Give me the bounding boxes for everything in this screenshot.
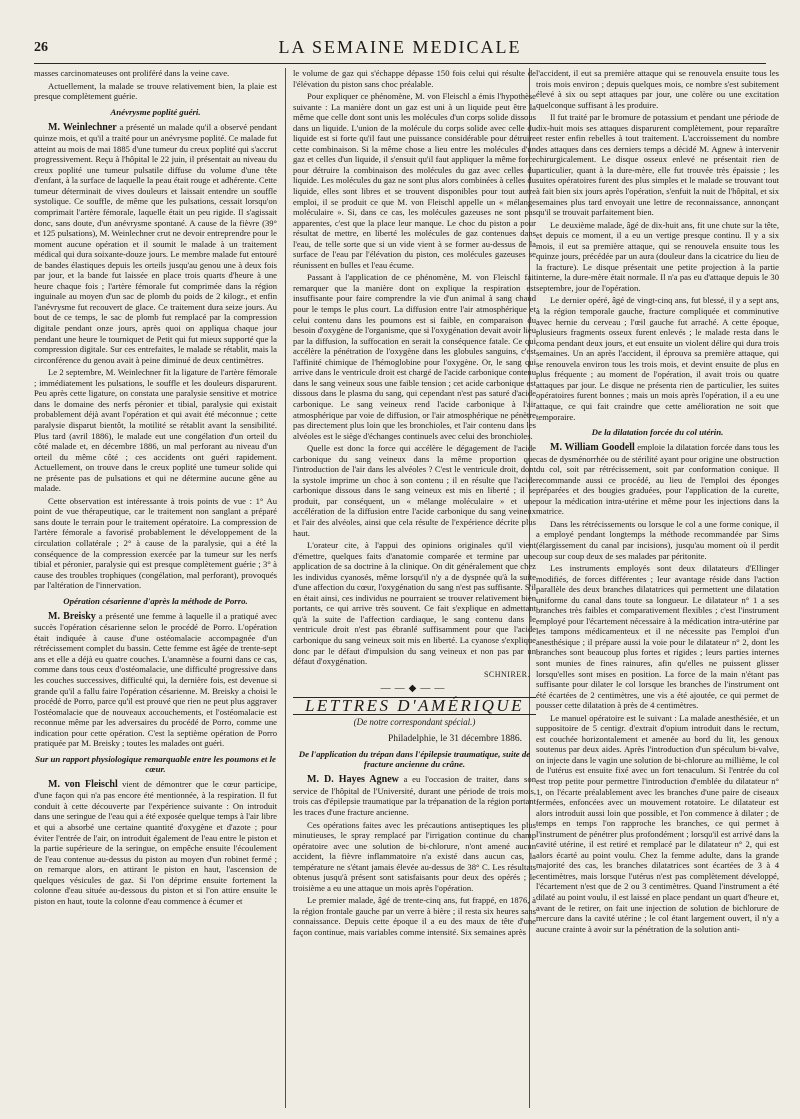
paragraph: Les instruments employés sont deux dilatateurs d'Ellinger modifiés, de forces différentes ; leur avantage réside dans l'action parallèle des deux branches dilatatrices qui permettent une dilatation uniforme du canal dans toute sa longueur. Le dilatateur n° 1 a ses branches très faibles et comparativement flexibles ; c'est l'instrument employé pour l'écartement nécessaire à la médication intra-utérine par les tampons médicamenteux et il ne nécessite pas l'emploi d'un anesthésique ; il prépare aussi la voie pour le dilatateur n° 2, dont les branches sont beaucoup plus fortes et rigides ; leurs parties internes sont munies de fines rainures, afin qu'elles ne puissent glisser lorsqu'elles sont mises en position. La force de la main n'étant pas suffisante pour dilater le col lorsque les branches de l'instrument ont été écartées de 2 centimètres, une vis a été ajoutée, ce qui permet de pousser cette dilatation à près de 4 centimètres. <box>536 563 779 711</box>
author-name: M. William Goodell <box>550 442 635 454</box>
section-heading: De la dilatation forcée du col utérin. <box>591 427 724 438</box>
paragraph: Dans les rétrécissements ou lorsque le col a une forme conique, il a employé pendant longtemps la méthode recommandée par Sims (élargissement du canal par incisions), jusqu'au moment où il perdit coup sur coup deux de ses malades par péritonite. <box>536 518 779 561</box>
paragraph-text: emploie la dilatation forcée dans tous les cas de dysménorrhée ou de stérilité ayant pour origine une obstruction du col, soit par rétrécissement, soit par conformation conique. Il recommande aussi ce procédé, au lieu de l'emploi des éponges préparées et des bougies graduées, pour l'application de la curette, pour la médication intra-utérine et même pour les injections dans la matrice. <box>536 442 779 517</box>
paragraph-text: vient de démontrer que le cœur participe, d'une façon qui n'a pas encore été mentionnée, à la respiration. Il fut conduit à cette découverte par l'expérience suivante : On introduit dans une seringue de l'eau qui a été exposée quelque temps à l'air libre et qui a absorbé une certaine quantité d'oxygène et d'azote ; pour éviter l'entrée de l'air, on introduit également de l'eau entre le piston et la partie supérieure de la seringue, on empêche ensuite l'écoulement de l'eau contenue au-dessus du piston au moyen d'un robinet fermé ; on remarque alors, en attirant le piston en haut, l'ascension de quelques vésicules de gaz. Si l'on déprime ensuite fortement la colonne d'eau située au-dessous du piston et si l'on attire ensuite le piston en haut, toute la colonne d'eau commence à écumer et <box>34 778 277 906</box>
paragraph <box>34 122 277 366</box>
paragraph: Quelle est donc la force qui accélère le dégagement de l'acide carbonique du sang veineux dans la même proportion que l'introduction de l'air dans les alvéoles ? C'est le ventricule droit, dont la systole imprime un choc à son contenu ; il en résulte que l'acide carbonique dissous dans le sang veineux est mis en liberté ; il se produit, par conséquent, un « mélange moléculaire » et une accélération de la diffusion entre l'acide carbonique du sang veineux et l'air des alvéoles, ainsi que cela résulte de l'expérience décrite plus haut. <box>293 443 536 538</box>
column-right <box>536 68 779 1108</box>
ornament-divider: ——◆—— <box>380 683 449 695</box>
paragraph: Ces opérations faites avec les précautions antiseptiques les plus minutieuses, le spray remplacé par l'irrigation continue du champ opératoire avec une solution de bi-chlorure, n'ont amené aucun accident, la fièvre inflammatoire n'a existé dans aucun cas, la température ne s'étant jamais élevée au-dessus de 38° C. Les résultats obtenus jusqu'à présent sont satisfaisants pour deux des opérés ; le troisième a eu une attaque un mois après l'opération. <box>293 819 536 893</box>
paragraph: le volume de gaz qui s'échappe dépasse 150 fois celui qui résulte de l'élévation du piston sans choc préalable. <box>293 68 536 89</box>
section-heading: Sur un rapport physiologique remarquable entre les poumons et le cœur. <box>35 753 276 774</box>
paragraph: Actuellement, la malade se trouve relativement bien, la plaie est presque complètement guérie. <box>34 80 277 102</box>
paragraph: Le 2 septembre, M. Weinlechner fit la ligature de l'artère fémorale ; immédiatement les pulsations, le souffle et les douleurs disparurent. Peu après cette ligature, on constata une paralysie sensitive et motrice dans le domaine des nerfs péronier et tibial, paralysie qui existait probablement déjà avant l'opération et qui avait été méconnue ; cette paralysie disparut bientôt, la motilité se rétablit avant la sensibilité. Plus tard (avril 1886), le malade eut une congélation d'un orteil du côté malade et, en décembre 1886, un mal perforant au niveau d'un orteil du même côté ; ces accidents ont guéri rapidement. Actuellement, on trouve dans le creux poplité une tumeur solide qui ne présente pas de pulsations et qui ne détermine aucune gêne au malade. <box>34 367 277 494</box>
paragraph: L'orateur cite, à l'appui des opinions originales qu'il vient d'émettre, quelques faits d'anatomie comparée et termine par une application de sa doctrine à la clinique. On dit généralement que chez les individus cyanosés, même lorsqu'il n'y a de dyspnée qu'à la suite d'une affection du cœur, l'oxygénation du sang n'est pas suffisante. S'il en était ainsi, ces individus ne pourraient se trouver relativement bien portants, ce qui arrive très souvent. Ce fait s'explique en admettant qu'à la suite de l'affection cardiaque, le sang contenu dans le ventricule droit n'est pas ébranlé suffisamment pour que l'acide carbonique du sang veineux soit mis en liberté. La cyanose s'explique donc par le défaut d'impulsion du sang veineux et non pas par un défaut d'oxygénation. <box>293 540 536 667</box>
paragraph <box>293 774 536 817</box>
paragraph <box>34 779 277 907</box>
journal-title: LA SEMAINE MEDICALE <box>278 37 522 57</box>
letters-section-title: LETTRES D'AMÉRIQUE <box>293 697 536 716</box>
paragraph-text: a présenté une femme à laquelle il a pratiqué avec succès l'opération césarienne selon le procédé de Porro. L'opération était indiquée à cause d'une ostéomalacie accompagnée d'un rétrécissement complet du bassin. Cette femme est âgée de trente-sept ans et elle a déjà eu quatre couches. L'anamnèse a fourni dans ce cas, comme dans tous ceux d'ostéomalacie, une difficulté progressive dans les couches successives, difficulté qui, la dernière fois, est devenue si grande qu'il a fallu faire l'opération césarienne. M. Breisky a choisi le procédé de Porro, parce qu'il est prouvé que rien ne peut plus aggraver l'ostéomalacie que de nouveaux accouchements, et l'ostéomalacie est reconnue même par les adversaires du procédé de Porro, comme une indication pour cette opération. C'est la septième opération de Porro pratiquée par M. Breisky ; toutes les malades ont guéri. <box>34 610 277 749</box>
column-divider <box>285 68 286 1108</box>
page-header <box>34 34 766 64</box>
author-name: M. D. Hayes Agnew <box>307 774 399 786</box>
paragraph: Le manuel opératoire est le suivant : La malade anesthésiée, et un suppositoire de 5 centigr. d'extrait d'opium introduit dans le rectum, est couchée horizontalement et amenée au bord du lit, les genoux soutenus par deux aides. Après l'introduction d'un spéculum bi-valve, on injecte dans le vagin une solution de bi-chlorure au millième, le col de l'utérus est ensuite fixé avec un fort tenaculum. Si l'entrée du col est trop petite pour permettre l'introduction d'emblée du dilatateur n° 1, on l'écarte préalablement avec les branches d'une paire de ciseaux fermées, enfoncées avec un mouvement rotatoire. Le dilatateur est alors introduit aussi loin que possible, et l'on commence à dilater ; de temps en temps l'on rapproche les branches, ce qui permet à l'instrument de pénétrer plus profondément ; lorsqu'il est arrivé dans la cavité utérine, il est retiré et remplacé par le dilatateur n° 2, qui est alors écarté au point voulu. Chez la femme adulte, dans la grande majorité des cas, les branches dilatatrices sont écartées de 3 à 4 centimètres, mais lorsque l'utérus n'est pas complètement développé, l'écartement n'est que de 2 ou 3 centimètres. Quand l'instrument a été dilaté au point voulu, il est laissé en place pendant un quart d'heure et, avant de le retirer, on fait une injection de solution de bichlorure de mercure dans la cavité utérine ; le col étant largement ouvert, il n'y a aucune crainte à avoir sur la pénétration de la solution anti- <box>536 712 779 934</box>
paragraph: Le premier malade, âgé de trente-cinq ans, fut frappé, en 1876, à la région frontale gauche par un verre à bière ; il resta six heures sans connaissance. Depuis cette époque il a eu des maux de tête d'une façon continue, mais variables comme intensité. Six semaines après <box>293 895 536 938</box>
section-heading: Anévrysme poplité guéri. <box>110 106 201 117</box>
section-heading: De l'application du trépan dans l'épilepsie traumatique, suite de fracture ancienne du crâne. <box>298 749 531 770</box>
paragraph <box>536 442 779 517</box>
paragraph: masses carcinomateuses ont proliféré dans la veine cave. <box>34 68 230 78</box>
column-middle <box>293 68 536 1108</box>
page-number: 26 <box>34 40 48 55</box>
letters-section-subtitle: (De notre correspondant spécial.) <box>353 717 476 728</box>
paragraph: Le dernier opéré, âgé de vingt-cinq ans, fut blessé, il y a sept ans, à la région temporale gauche, fracture compliquée et comminutive avec hernie du cerveau ; l'œil gauche fut arraché. A cette époque, plusieurs fragments osseux furent enlevés ; le malade resta dans le coma pendant deux jours, et eut ensuite un violent délire qui dura trois semaines. Un an après l'accident, il éprouva sa première attaque, qui se renouvela environ tous les trois mois, et devint ensuite de plus en plus fréquente ; au moment de l'opération, il avait trois ou quatre attaques par jour. Le disque ne présenta rien de particulier, les suites opératoires furent bonnes ; mais un mois après l'opération, il a eu une attaque, ce qui fait craindre que cette amélioration ne soit que temporaire. <box>536 295 779 422</box>
paragraph <box>34 611 277 749</box>
paragraph: l'accident, il eut sa première attaque qui se renouvela ensuite tous les trois mois environ ; depuis quelques mois, ce nombre s'est subitement élevé à six ou sept attaques par jour, une colère ou une excitation quelconque suffisant à les produire. <box>536 68 779 110</box>
paragraph: Cette observation est intéressante à trois points de vue : 1° Au point de vue thérapeutique, car le traitement non sanglant a préparé sans doute le terrain pour le traitement opératoire. La compression de l'artère fémorale a favorisé probablement le développement de la circulation collatérale ; 2° à cause de la paralysie, qui a été la conséquence de la compression exercée par la tumeur sur les nerfs tibial et péronier, paralysie qui est presque complètement guérie ; 3° à cause des troubles trophiques (congélation, mal perforant), provoqués par l'altération de l'innervation. <box>34 495 277 591</box>
column-left <box>34 68 277 1108</box>
paragraph-text: a présenté un malade qu'il a observé pendant quinze mois, et qu'il a traité pour un anévrysme poplité. Ce malade fut atteint au mois de mai 1885 d'une tumeur du creux poplité qui s'accrut progressivement. Reçu à l'hôpital le 22 juin, il présentait au niveau du creux poplité une tumeur pulsatile diffuse du volume d'une tête d'enfant, à la surface de laquelle la peau était rouge et adhérente. Cette tumeur déterminait de vives douleurs et laissait entendre un souffle systolique. Ce souffle, de même que les pulsations, cessait lorsqu'on comprimait l'artère fémorale, laquelle était un peu rigide. Il s'agissait donc, sans doute, d'un anévrysme spontané. A cause de la fièvre (39° et 125 pulsations), M. Weinlechner crut ne devoir entreprendre pour le moment aucune opération et il soumit le malade à un traitement médical qui dura soixante-douze jours. Le membre malade fut entouré de bandes élastiques depuis les orteils jusqu'au genou une à deux fois par jour, et la bande fut laissée en place trois quarts d'heure à une heure chaque fois ; l'artère fémorale fut comprimée dans la région inguinale au moyen d'un sac de plomb du poids de 2 kilogr., et enfin l'anévrysme fut recouvert de glace. Ce traitement dura seize jours. Au bout de ce temps, le sac de plomb fut remplacé par la compression digitale pendant onze jours, après quoi on appliqua chaque jour pendant une heure le tourniquet de Petit qui fut mieux supporté que la compression digitale. Sur ces entrefaites, le malade se rétablit, mais la circonférence du genou avait à peine diminué de deux centimètres. <box>34 121 277 365</box>
paragraph: Passant à l'application de ce phénomène, M. von Fleischl fait remarquer que la manière dont on explique la respiration est insuffisante pour faire comprendre la vie d'un animal à sang chaud pour le temps le plus court. La diffusion entre l'air atmosphérique et celui contenu dans les poumons est si faible, en comparaison du besoin d'oxygène de l'organisme, que si l'oxygénation devait avoir lieu par la diffusion, la suffocation en serait la conséquence fatale. Ce qui accélère la pénétration de l'oxygène dans les globules sanguins, c'est l'affinité chimique de l'hémoglobine pour l'oxygène. Or, le sang qui arrive dans le ventricule droit est chargé de l'acide carbonique contenu dans le sang veineux sous une faible tension ; cet acide carbonique est dissous dans le plasma du sang, qui cependant n'est pas saturé d'acide carbonique. Le sang veineux rend l'acide carbonique à l'air atmosphérique par voie de diffusion, or l'air atmosphérique ne pénètre pas directement plus loin que les bronchioles, et l'air contenu dans les alvéoles est le siège d'échanges continuels avec celui des bronchioles. <box>293 272 536 441</box>
paragraph: Pour expliquer ce phénomène, M. von Fleischl a émis l'hypothèse suivante : La manière dont un gaz est uni à un liquide peut être la même que celle dont sont unis les molécules d'un corps solide dissous dans un liquide. L'union de la molécule du corps solide avec celle du liquide est si forte qu'il faut une puissance considérable pour détruire cette combinaison. Si la même chose a lieu entre les molécules d'un gaz et celles d'un liquide, il s'ensuit qu'il faut appliquer la même force pour détruire la combinaison des molécules du gaz avec celles du liquide. Les molécules du gaz ne sont plus alors combinées à celles du liquide, elles sont libres et se trouvent disponibles pour tout autre emploi, il se produit ce que M. von Fleischl appelle un « mélange moléculaire ». Si, dans ce cas, les molécules gazeuses ne sont pas apparentes, c'est que la place leur manque. Le choc du piston a pour résultat de mettre, en liberté les molécules de gaz contenues dans l'eau, de telle sorte que si un vide vient à se former au-dessus de la surface de l'eau par l'élévation du piston, ces molécules gazeuses se réunissent en bulles et l'eau écume. <box>293 91 536 270</box>
paragraph: Il fut traité par le bromure de potassium et pendant une période de dix-huit mois ses attaques disparurent complètement, pour reparaître et rester enfin rebelles à tout traitement. L'accroissement du nombre des attaques dans ces derniers temps a décidé M. Agnew à intervenir chirurgicalement. Le disque osseux enlevé ne présentait rien de particulier, quant à la dure-mère, elle fut trouvée très épaissie ; les suites opératoires furent des plus simples et le malade se trouvant tout à fait bien six jours après l'opération, s'enfuit la nuit de l'hôpital, et six semaines plus tard envoyait une lettre de reconnaissance, annonçant qu'il se trouvait parfaitement bien. <box>536 112 779 218</box>
author-name: M. Breisky <box>48 610 96 622</box>
paragraph: Le deuxième malade, âgé de dix-huit ans, fit une chute sur la tête, et depuis ce moment, il a eu un vertige presque continu. Il y a six mois, il eut sa première attaque, qui se renouvela ensuite tous les quinze jours, précédée par un aura (douleur dans la cicatrice du lieu de la fracture). Le disque présentait une petite projection à la partie interne, la dure-mère était normale. Il n'a pas eu d'attaque depuis le 30 septembre, jour de l'opération. <box>536 219 779 293</box>
paragraph-text: a eu l'occasion de traiter, dans son service de l'hôpital de l'Université, durant une période de trois mois, trois cas d'épilepsie traumatique par la trépanation de la région portant les traces d'une fracture ancienne. <box>293 774 536 817</box>
signature: SCHNIRER. <box>483 669 530 679</box>
author-name: M. Weinlechner <box>48 121 117 133</box>
dateline: Philadelphie, le 31 décembre 1886. <box>387 733 522 744</box>
author-name: M. von Fleischl <box>48 778 118 790</box>
section-heading: Opération césarienne d'après la méthode de Porro. <box>63 595 248 606</box>
